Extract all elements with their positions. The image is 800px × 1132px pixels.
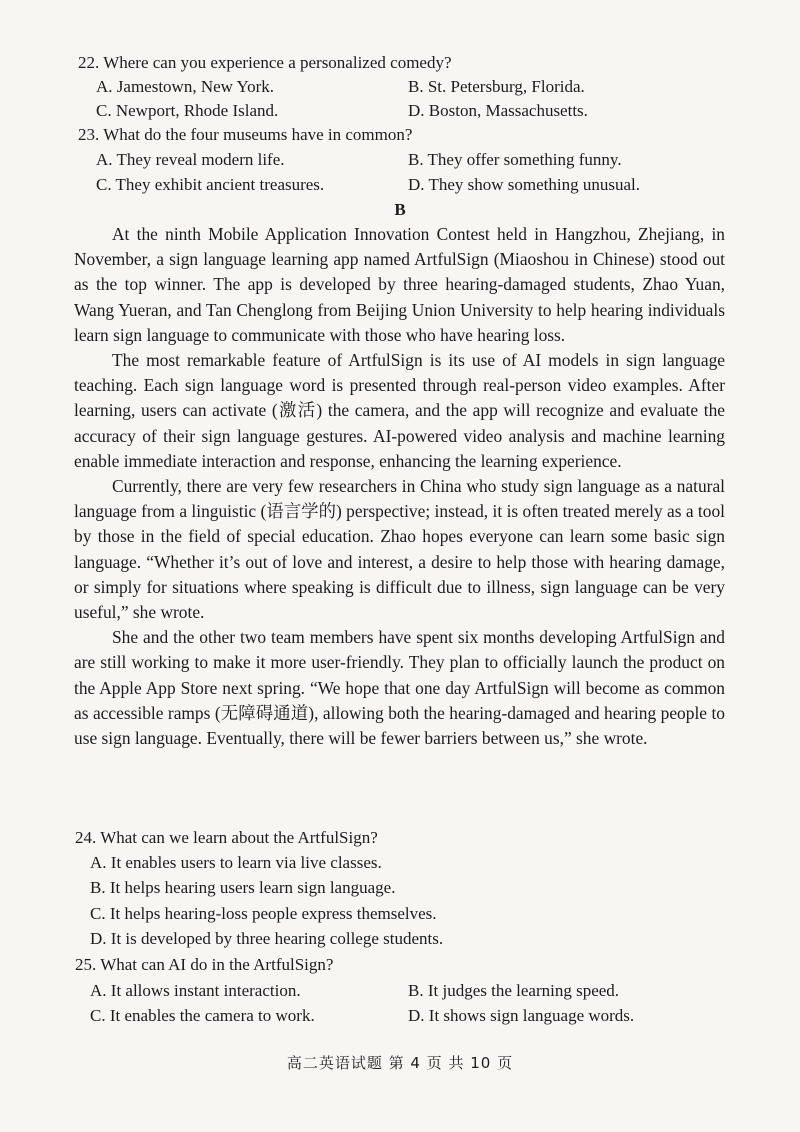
q25-option-c: C. It enables the camera to work. [90, 1006, 315, 1025]
q22-option-b: B. St. Petersburg, Florida. [408, 77, 585, 96]
q23-option-d: D. They show something unusual. [408, 175, 641, 194]
passage-paragraph-1: At the ninth Mobile Application Innovation Contest held in Hangzhou, Zhejiang, in November, a sign language learning app named ArtfulSign (Miaoshou in Chinese) stood out as the top winner. The app is developed by three hearing-damaged students, Zhao Yuan, Wang Yueran, and Tan Chenglong from Beijing Union University to help hearing individuals learn sign language to communicate with those who have hearing loss. [74, 224, 725, 345]
passage-paragraph-2: The most remarkable feature of ArtfulSign is its use of AI models in sign language teaching. Each sign language word is presented through real-person video examples. After learning, users can activate (激活) the camera, and the app will recognize and evaluate the accuracy of their sign language gestures. AI-powered video analysis and machine learning enable immediate interaction and response, enhancing the learning experience. [74, 350, 725, 471]
q24-option-d: D. It is developed by three hearing college students. [90, 929, 444, 948]
q22-option-d: D. Boston, Massachusetts. [408, 101, 588, 120]
q22-option-c: C. Newport, Rhode Island. [96, 101, 279, 120]
question-24: 24. What can we learn about the ArtfulSign? [75, 828, 378, 847]
q25-option-b: B. It judges the learning speed. [408, 981, 620, 1000]
reading-passage [74, 222, 725, 751]
q23-option-a: A. They reveal modern life. [96, 150, 285, 169]
question-23: 23. What do the four museums have in common? [78, 125, 413, 144]
q23-option-c: C. They exhibit ancient treasures. [96, 175, 325, 194]
passage-paragraph-3: Currently, there are very few researchers in China who study sign language as a natural language from a linguistic (语言学的) perspective; instead, it is often treated merely as a tool by those in the field of special education. Zhao hopes everyone can learn some basic sign language. “Whether it’s out of love and interest, a desire to help those with hearing damage, or simply for situations where speaking is difficult due to illness, sign language can be very useful,” she wrote. [74, 476, 725, 623]
q22-option-a: A. Jamestown, New York. [96, 77, 275, 96]
page-footer: 高二英语试题 第 4 页 共 10 页 [286, 1054, 514, 1072]
question-25: 25. What can AI do in the ArtfulSign? [75, 955, 334, 974]
section-title: B [394, 200, 406, 219]
q25-option-d: D. It shows sign language words. [408, 1006, 635, 1025]
question-22: 22. Where can you experience a personalized comedy? [78, 53, 452, 72]
passage-paragraph-4: She and the other two team members have spent six months developing ArtfulSign and are still working to make it more user-friendly. They plan to officially launch the product on the Apple App Store next spring. “We hope that one day ArtfulSign will become as common as accessible ramps (无障碍通道), allowing both the hearing-damaged and hearing people to use sign language. Eventually, there will be fewer barriers between us,” she wrote. [74, 627, 725, 749]
q23-option-b: B. They offer something funny. [408, 150, 622, 169]
q25-option-a: A. It allows instant interaction. [90, 981, 301, 1000]
q24-option-b: B. It helps hearing users learn sign language. [90, 878, 396, 897]
q24-option-a: A. It enables users to learn via live classes. [90, 853, 382, 872]
q24-option-c: C. It helps hearing-loss people express themselves. [90, 904, 437, 923]
